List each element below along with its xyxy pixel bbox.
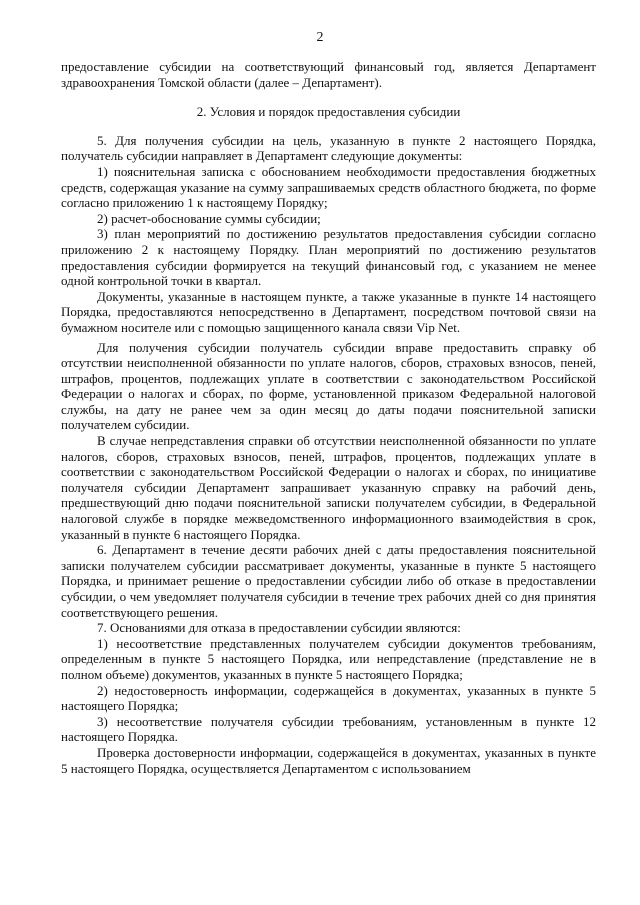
paragraph-item-5: 5. Для получения субсидии на цель, указанную в пункте 2 настоящего Порядка, получатель субсидии направляет в Департамент следующие документы:	[61, 132, 596, 164]
subitem-5-2: 2) расчет-обоснование суммы субсидии;	[97, 210, 321, 226]
paragraph-verification: Проверка достоверности информации, содержащейся в документах, указанных в пункте 5 настоящего Порядка, осуществляется Департаментом с использованием	[61, 744, 596, 776]
intro-paragraph: предоставление субсидии на соответствующий финансовый год, является Департамент здравоохранения Томской области (далее – Департамент).	[61, 59, 596, 90]
subitem-7-3: 3) несоответствие получателя субсидии требованиям, установленным в пункте 12 настоящего Порядка.	[61, 713, 596, 745]
subitem-5-1: 1) пояснительная записка с обоснованием необходимости предоставления бюджетных средств, содержащая указание на сумму запрашиваемых средств областного бюджета, по форме согласно приложению 1 к настоящему Порядку;	[61, 163, 596, 211]
subitem-5-3: 3) план мероприятий по достижению результатов предоставления субсидии согласно приложению 2 к настоящему Порядку. План мероприятий по достижению результатов предоставления субсидии формируется на текущий финансовый год, с указанием не менее одной контрольной точки в квартал.	[61, 226, 596, 289]
paragraph-submission-methods: Документы, указанные в настоящем пункте, а также указанные в пункте 14 настоящего Порядка, предоставляются непосредственно в Департамент, посредством почтовой связи на бумажном носителе или с помощью защищенного канала связи Vip Net.	[61, 288, 596, 335]
document-body	[61, 59, 596, 776]
subitem-7-1: 1) несоответствие представленных получателем субсидии документов требованиям, определенным в пункте 5 настоящего Порядка, или непредставление (представление не в полном объеме) документов, указанных в пункте 5 настоящего Порядка;	[61, 635, 596, 682]
page-number: 2	[316, 30, 324, 45]
paragraph-item-7: 7. Основаниями для отказа в предоставлении субсидии являются:	[97, 620, 461, 636]
paragraph-certificate-request: В случае непредставления справки об отсутствии неисполненной обязанности по уплате налогов, сборов, страховых взносов, пеней, штрафов, процентов, подлежащих уплате в соответствии с законодательством Российской Федерации о налогах и сборах, по инициативе получателя субсидии Департамент запрашивает указанную справку на рабочий день, предшествующий дню подачи пояснительной записки получателем субсидии, в Федеральной налоговой службе в порядке межведомственного информационного взаимодействия в срок, указанный в пункте 6 настоящего Порядка.	[61, 433, 596, 542]
paragraph-item-6: 6. Департамент в течение десяти рабочих дней с даты предоставления пояснительной записки получателем субсидии рассматривает документы, указанные в пункте 5 настоящего Порядка, и принимает решение о предоставлении субсидии либо об отказе в предоставлении субсидии, о чем уведомляет получателя субсидии в течение трех рабочих дней со дня принятия соответствующего решения.	[61, 542, 596, 620]
subitem-7-2: 2) недостоверность информации, содержащейся в документах, указанных в пункте 5 настоящего Порядка;	[61, 682, 596, 714]
paragraph-tax-certificate: Для получения субсидии получатель субсидии вправе предоставить справку об отсутствии неисполненной обязанности по уплате налогов, сборов, страховых взносов, пеней, штрафов, процентов, подлежащих уплате в соответствии с законодательством Российской Федерации о налогах и сборах, по форме, установленной приказом Федеральной налоговой службы, на дату не ранее чем за один месяц до даты подачи пояснительной записки получателем субсидии.	[61, 339, 596, 433]
section-title: 2. Условия и порядок предоставления субсидии	[196, 104, 461, 120]
